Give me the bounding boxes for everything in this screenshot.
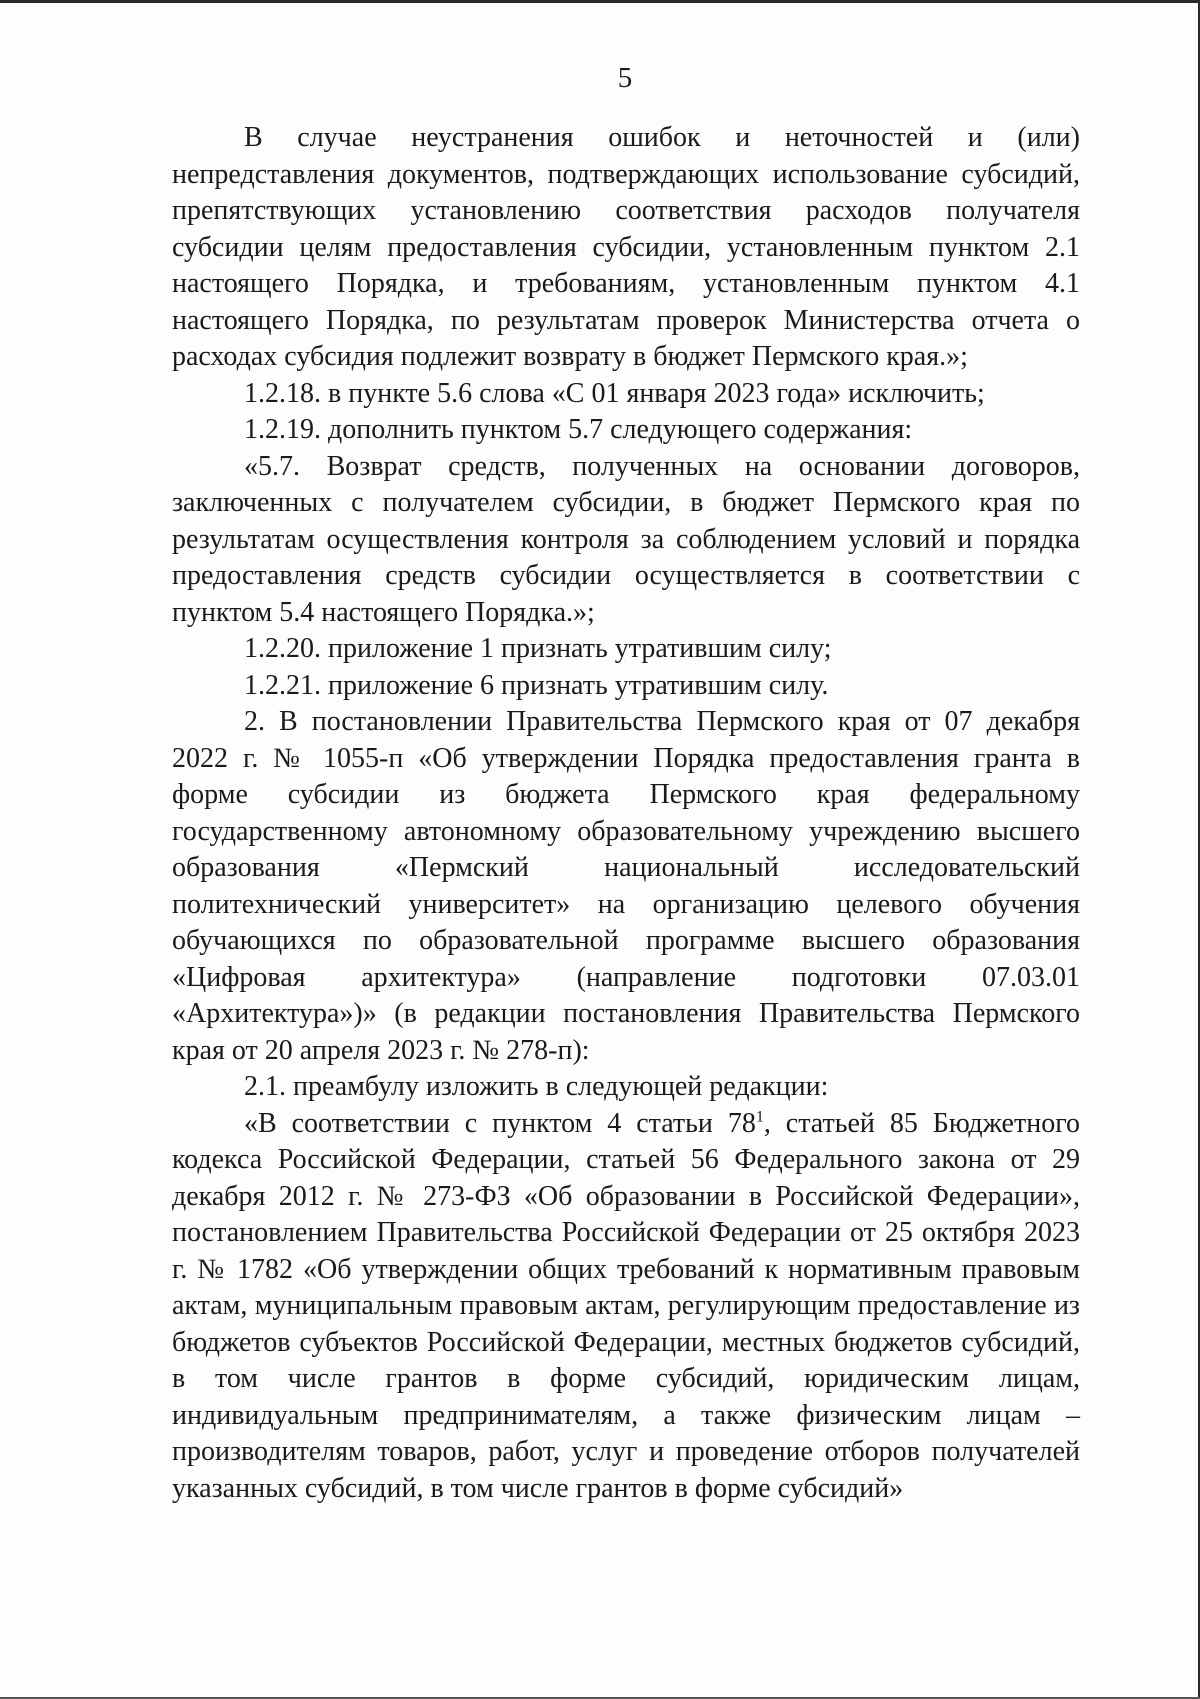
paragraph-1-2-19: 1.2.19. дополнить пунктом 5.7 следующего содержания: <box>244 414 913 445</box>
article-superscript: 1 <box>755 1108 764 1126</box>
paragraph-2-1: 2.1. преамбулу изложить в следующей редакции: <box>244 1071 829 1102</box>
paragraph-1-2-18: 1.2.18. в пункте 5.6 слова «С 01 января 2023 года» исключить; <box>244 377 985 409</box>
document-body <box>172 120 1080 1507</box>
paragraph-1-2-21: 1.2.21. приложение 6 признать утратившим силу. <box>244 669 829 701</box>
preamble-text-start: «В соответствии с пунктом 4 статьи 78 <box>244 1107 756 1139</box>
paragraph-2-resolution: 2. В постановлении Правительства Пермского края от 07 декабря 2022 г. № 1055-п «Об утверждении Порядка предоставления гранта в форме субсидии из бюджета Пермского края федеральному государственному автономному образовательному учреждению высшего образования «Пермский национальный исследовательский политехнический университет» на организацию целевого обучения обучающихся по образовательной программе высшего образования «Цифровая архитектура» (направление подготовки 07.03.01 «Архитектура»)» (в редакции постановления Правительства Пермского края от 20 апреля 2023 г. № 278-п): <box>172 706 1080 1066</box>
paragraph-5-7: «5.7. Возврат средств, полученных на основании договоров, заключенных с получателем субсидии, в бюджет Пермского края по результатам осуществления контроля за соблюдением условий и порядка предоставления средств субсидии осуществляется в соответствии с пунктом 5.4 настоящего Порядка.»; <box>172 450 1080 628</box>
preamble-text-end: , статьей 85 Бюджетного кодекса Российской Федерации, статьей 56 Федерального закона от 29 декабря 2012 г. № 273-ФЗ «Об образовании в Российской Федерации», постановлением Правительства Российской Федерации от 25 октября 2023 г. № 1782 «Об утверждении общих требований к нормативным правовым актам, муниципальным правовым актам, регулирующим предоставление из бюджетов субъектов Российской Федерации, местных бюджетов субсидий, в том числе грантов в форме субсидий, юридическим лицам, индивидуальным предпринимателям, а также физическим лицам – производителям товаров, работ, услуг и проведение отборов получателей указанных субсидий, в том числе грантов в форме субсидий» <box>172 1107 1080 1504</box>
page-number: 5 <box>617 62 633 94</box>
paragraph-1-2-20: 1.2.20. приложение 1 признать утратившим силу; <box>244 633 832 664</box>
scan-border-top <box>0 0 1200 3</box>
paragraph-preamble <box>172 1106 1080 1508</box>
paragraph-errors-refund: В случае неустранения ошибок и неточностей и (или) непредставления документов, подтверждающих использование субсидий, препятствующих установлению соответствия расходов получателя субсидии целям предоставления субсидии, установленным пунктом 2.1 настоящего Порядка, и требованиям, установленным пунктом 4.1 настоящего Порядка, по результатам проверок Министерства отчета о расходах субсидия подлежит возврату в бюджет Пермского края.»; <box>172 122 1080 372</box>
